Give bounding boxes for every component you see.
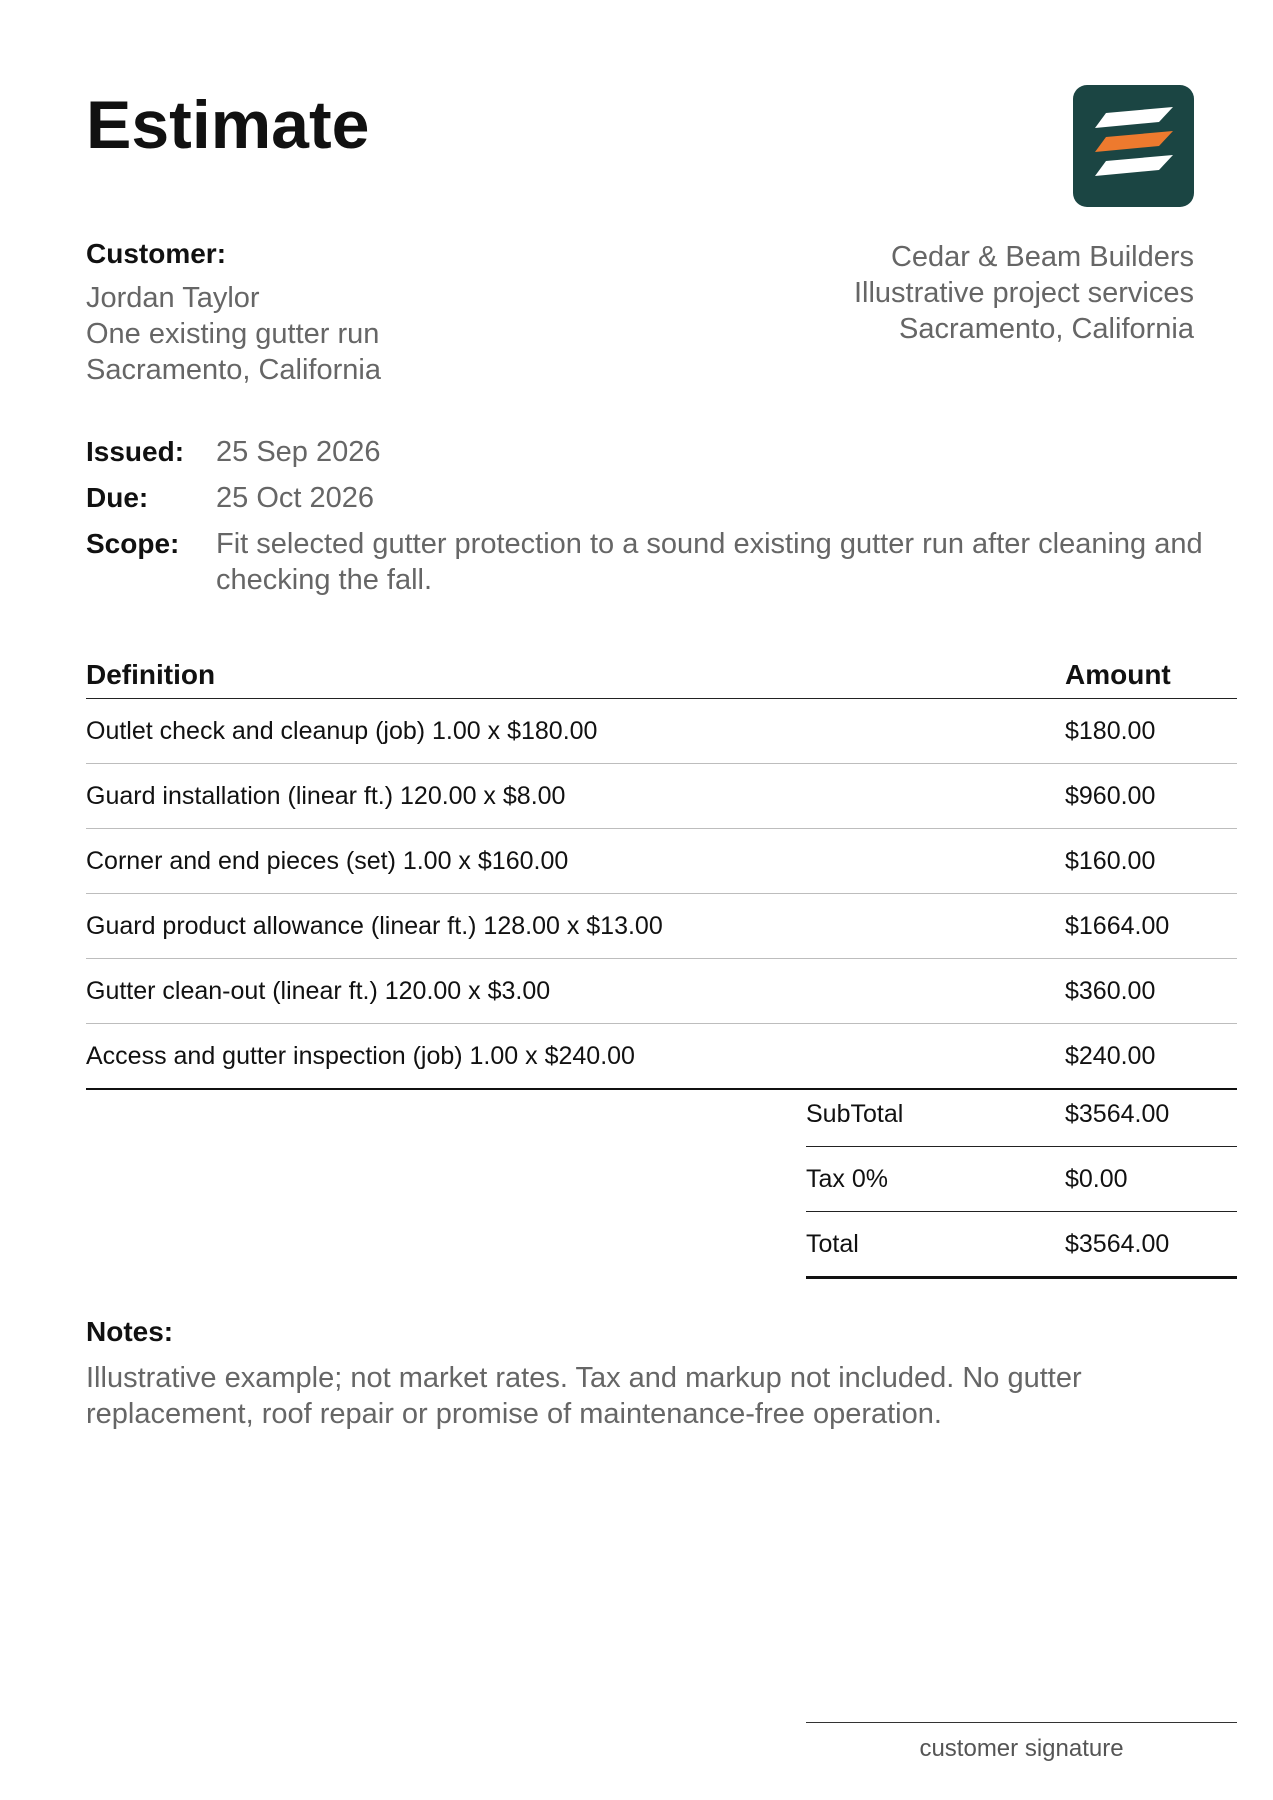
- issued-label: Issued:: [86, 436, 185, 467]
- due-date: 25 Oct 2026: [216, 482, 374, 514]
- item-definition: Guard installation (linear ft.) 120.00 x $8.00: [86, 781, 566, 810]
- company-name: Cedar & Beam Builders: [890, 241, 1194, 273]
- company-tagline: Illustrative project services: [853, 277, 1194, 309]
- tax-label: Tax 0%: [806, 1164, 888, 1193]
- company-logo: [1073, 85, 1194, 207]
- totals-block: [806, 1082, 1237, 1279]
- subtotal-label: SubTotal: [806, 1099, 904, 1128]
- notes-block: [86, 1314, 1206, 1432]
- customer-location: Sacramento, California: [86, 354, 381, 386]
- estimate-meta: [86, 434, 1241, 608]
- table-row: [86, 829, 1237, 894]
- signature-label: customer signature: [919, 1735, 1124, 1762]
- issued-row: [86, 434, 1241, 470]
- subtotal-row: [806, 1082, 1237, 1147]
- definition-header: Definition: [86, 659, 216, 690]
- scope-text: Fit selected gutter protection to a sound existing gutter run after cleaning and checking the fall.: [216, 528, 1203, 596]
- tax-row: [806, 1147, 1237, 1212]
- total-row: [806, 1212, 1237, 1279]
- item-definition: Gutter clean-out (linear ft.) 120.00 x $3.00: [86, 976, 551, 1005]
- scope-label: Scope:: [86, 528, 180, 559]
- due-label: Due:: [86, 482, 149, 513]
- customer-project: One existing gutter run: [86, 318, 380, 350]
- notes-label: Notes:: [86, 1316, 174, 1347]
- customer-name: Jordan Taylor: [86, 282, 260, 314]
- item-definition: Outlet check and cleanup (job) 1.00 x $180.00: [86, 716, 598, 745]
- company-location: Sacramento, California: [899, 313, 1194, 345]
- table-row: [86, 699, 1237, 764]
- scope-row: [86, 526, 1241, 598]
- item-amount: $160.00: [1065, 846, 1156, 875]
- line-items-table: [86, 652, 1237, 1090]
- issued-date: 25 Sep 2026: [216, 436, 381, 468]
- stacked-planks-icon: [1073, 85, 1194, 207]
- notes-body: Illustrative example; not market rates. Tax and markup not included. No gutter replacement, roof repair or promise of maintenance-free operation.: [86, 1362, 1082, 1430]
- table-row: [86, 959, 1237, 1024]
- item-definition: Access and gutter inspection (job) 1.00 x $240.00: [86, 1041, 635, 1070]
- table-row: [86, 1024, 1237, 1090]
- document-title: Estimate: [86, 87, 370, 163]
- item-amount: $960.00: [1065, 781, 1156, 810]
- total-value: $3564.00: [1065, 1229, 1170, 1258]
- signature-line: [806, 1722, 1237, 1763]
- total-label: Total: [806, 1229, 859, 1258]
- item-amount: $240.00: [1065, 1041, 1156, 1070]
- due-row: [86, 480, 1241, 516]
- amount-header: Amount: [1065, 659, 1171, 690]
- company-block: [594, 239, 1194, 347]
- item-amount: $360.00: [1065, 976, 1156, 1005]
- customer-label: Customer:: [86, 238, 227, 269]
- table-row: [86, 764, 1237, 829]
- item-amount: $180.00: [1065, 716, 1156, 745]
- table-header: [86, 652, 1237, 699]
- tax-value: $0.00: [1065, 1164, 1128, 1193]
- subtotal-value: $3564.00: [1065, 1099, 1170, 1128]
- table-row: [86, 894, 1237, 959]
- item-definition: Guard product allowance (linear ft.) 128.00 x $13.00: [86, 911, 663, 940]
- item-amount: $1664.00: [1065, 911, 1170, 940]
- item-definition: Corner and end pieces (set) 1.00 x $160.00: [86, 846, 569, 875]
